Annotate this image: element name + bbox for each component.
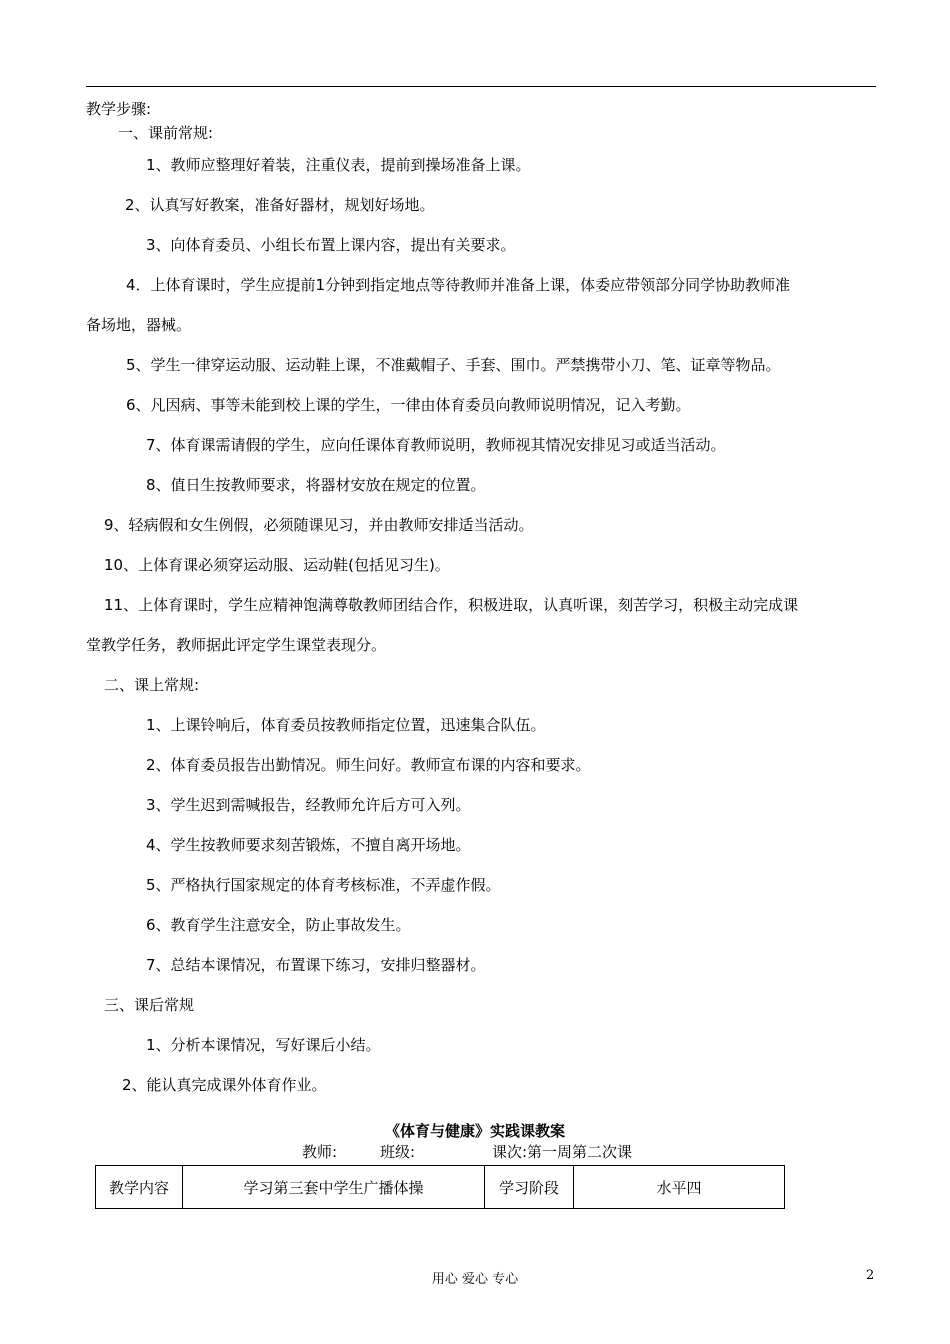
list-item: 2、认真写好教案，准备好器材，规划好场地。 xyxy=(125,196,435,214)
section3-title: 三、课后常规 xyxy=(104,996,195,1014)
list-item: 1、分析本课情况，写好课后小结。 xyxy=(146,1036,381,1054)
list-item: 9、轻病假和女生例假，必须随课见习，并由教师安排适当活动。 xyxy=(104,516,534,534)
lesson-plan-title: 《体育与健康》实践课教案 xyxy=(384,1122,565,1140)
list-item: 10、上体育课必须穿运动服、运动鞋(包括见习生)。 xyxy=(104,556,450,574)
list-item: 11、上体育课时，学生应精神饱满尊敬教师团结合作，积极进取，认真听课，刻苦学习，积极主动完成课 xyxy=(104,596,799,614)
list-item: 1、教师应整理好着装，注重仪表，提前到操场准备上课。 xyxy=(146,156,531,174)
list-item: 4、学生按教师要求刻苦锻炼，不擅自离开场地。 xyxy=(146,836,471,854)
list-item: 8、值日生按教师要求，将器材安放在规定的位置。 xyxy=(146,476,486,494)
list-item: 6、教育学生注意安全，防止事故发生。 xyxy=(146,916,411,934)
list-item: 5、学生一律穿运动服、运动鞋上课，不准戴帽子、手套、围巾。严禁携带小刀、笔、证章等物品。 xyxy=(126,356,781,374)
session-label: 课次:第一周第二次课 xyxy=(492,1143,633,1161)
list-item-continuation: 备场地，器械。 xyxy=(86,316,192,334)
stage-value-cell: 水平四 xyxy=(574,1166,785,1209)
content-label-cell: 教学内容 xyxy=(96,1166,183,1209)
section2-title: 二、课上常规: xyxy=(104,676,200,694)
header-rule xyxy=(86,86,876,87)
footer-motto: 用心 爱心 专心 xyxy=(431,1272,519,1287)
list-item: 7、体育课需请假的学生，应向任课体育教师说明，教师视其情况安排见习或适当活动。 xyxy=(146,436,726,454)
list-item: 5、严格执行国家规定的体育考核标准，不弄虚作假。 xyxy=(146,876,501,894)
table-row xyxy=(96,1166,785,1209)
list-item: 4．上体育课时，学生应提前1分钟到指定地点等待教师并准备上课，体委应带领部分同学协助教师准 xyxy=(126,276,791,294)
lesson-info-table xyxy=(95,1165,785,1209)
list-item: 6、凡因病、事等未能到校上课的学生，一律由体育委员向教师说明情况，记入考勤。 xyxy=(126,396,691,414)
stage-label-cell: 学习阶段 xyxy=(485,1166,574,1209)
class-label: 班级: xyxy=(380,1143,416,1161)
steps-heading: 教学步骤: xyxy=(86,100,152,118)
teacher-label: 教师: xyxy=(302,1143,338,1161)
list-item: 7、总结本课情况，布置课下练习，安排归整器材。 xyxy=(146,956,486,974)
list-item: 3、向体育委员、小组长布置上课内容，提出有关要求。 xyxy=(146,236,516,254)
page-number: 2 xyxy=(866,1268,875,1283)
list-item: 3、学生迟到需喊报告，经教师允许后方可入列。 xyxy=(146,796,471,814)
list-item: 1、上课铃响后，体育委员按教师指定位置，迅速集合队伍。 xyxy=(146,716,546,734)
list-item: 2、能认真完成课外体育作业。 xyxy=(122,1076,327,1094)
list-item: 2、体育委员报告出勤情况。师生问好。教师宣布课的内容和要求。 xyxy=(146,756,591,774)
list-item-continuation: 堂教学任务，教师据此评定学生课堂表现分。 xyxy=(86,636,387,654)
content-value-cell: 学习第三套中学生广播体操 xyxy=(183,1166,485,1209)
section1-title: 一、课前常规: xyxy=(118,124,214,142)
